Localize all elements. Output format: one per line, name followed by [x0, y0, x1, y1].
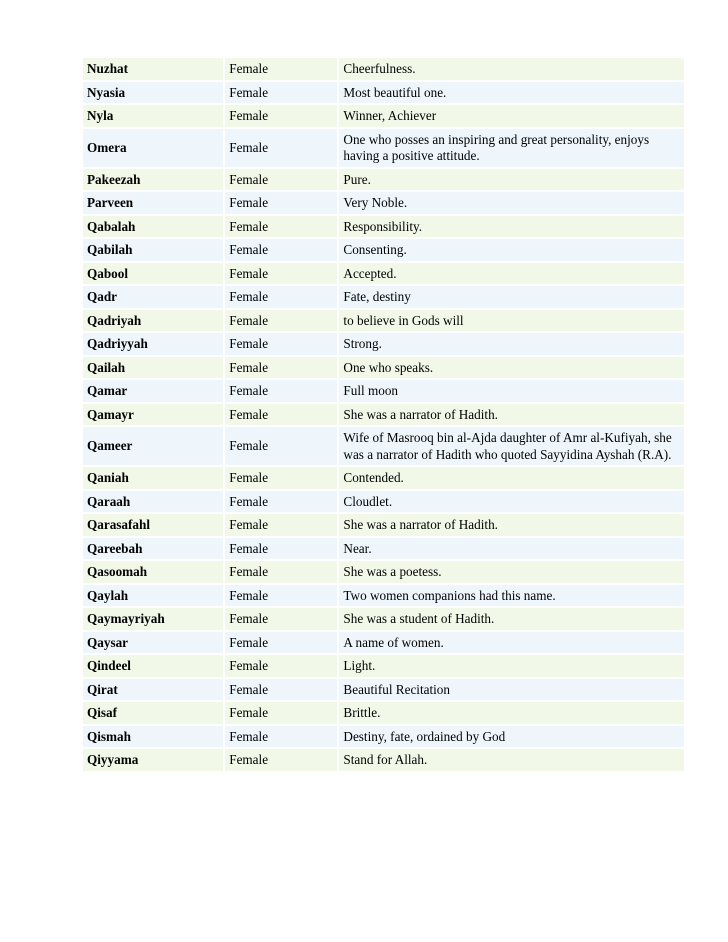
table-row	[83, 467, 684, 491]
gender-cell: Female	[225, 632, 339, 656]
name-cell: Qasoomah	[83, 561, 225, 585]
name-cell: Parveen	[83, 192, 225, 216]
meaning-cell: Responsibility.	[339, 216, 684, 240]
gender-cell: Female	[225, 561, 339, 585]
table-row	[83, 632, 684, 656]
name-cell: Qiyyama	[83, 749, 225, 773]
meaning-cell: Cheerfulness.	[339, 58, 684, 82]
meaning-cell: She was a student of Hadith.	[339, 608, 684, 632]
names-table-body	[83, 58, 684, 773]
gender-cell: Female	[225, 679, 339, 703]
name-cell: Nuzhat	[83, 58, 225, 82]
table-row	[83, 538, 684, 562]
name-cell: Qarasafahl	[83, 514, 225, 538]
table-row	[83, 702, 684, 726]
gender-cell: Female	[225, 286, 339, 310]
gender-cell: Female	[225, 608, 339, 632]
gender-cell: Female	[225, 585, 339, 609]
gender-cell: Female	[225, 129, 339, 169]
table-row	[83, 105, 684, 129]
gender-cell: Female	[225, 58, 339, 82]
name-cell: Qadriyah	[83, 310, 225, 334]
gender-cell: Female	[225, 357, 339, 381]
meaning-cell: A name of women.	[339, 632, 684, 656]
table-row	[83, 216, 684, 240]
meaning-cell: Cloudlet.	[339, 491, 684, 515]
name-cell: Pakeezah	[83, 169, 225, 193]
name-cell: Nyla	[83, 105, 225, 129]
gender-cell: Female	[225, 427, 339, 467]
meaning-cell: Brittle.	[339, 702, 684, 726]
name-cell: Qaysar	[83, 632, 225, 656]
name-cell: Qabalah	[83, 216, 225, 240]
table-row	[83, 129, 684, 169]
table-row	[83, 427, 684, 467]
meaning-cell: Strong.	[339, 333, 684, 357]
meaning-cell: Very Noble.	[339, 192, 684, 216]
gender-cell: Female	[225, 538, 339, 562]
gender-cell: Female	[225, 192, 339, 216]
name-cell: Qabool	[83, 263, 225, 287]
table-row	[83, 514, 684, 538]
gender-cell: Female	[225, 404, 339, 428]
meaning-cell: Pure.	[339, 169, 684, 193]
table-row	[83, 192, 684, 216]
gender-cell: Female	[225, 310, 339, 334]
meaning-cell: Stand for Allah.	[339, 749, 684, 773]
names-table	[83, 58, 684, 773]
table-row	[83, 404, 684, 428]
meaning-cell: Consenting.	[339, 239, 684, 263]
gender-cell: Female	[225, 263, 339, 287]
name-cell: Qamar	[83, 380, 225, 404]
table-row	[83, 608, 684, 632]
table-row	[83, 491, 684, 515]
meaning-cell: Wife of Masrooq bin al-Ajda daughter of Amr al-Kufiyah, she was a narrator of Hadith who quoted Sayyidina Ayshah (R.A).	[339, 427, 684, 467]
gender-cell: Female	[225, 380, 339, 404]
name-cell: Qareebah	[83, 538, 225, 562]
meaning-cell: Contended.	[339, 467, 684, 491]
gender-cell: Female	[225, 333, 339, 357]
meaning-cell: Two women companions had this name.	[339, 585, 684, 609]
name-cell: Qadriyyah	[83, 333, 225, 357]
meaning-cell: Most beautiful one.	[339, 82, 684, 106]
table-row	[83, 585, 684, 609]
name-cell: Qailah	[83, 357, 225, 381]
meaning-cell: One who speaks.	[339, 357, 684, 381]
name-cell: Omera	[83, 129, 225, 169]
table-row	[83, 58, 684, 82]
table-row	[83, 679, 684, 703]
table-row	[83, 310, 684, 334]
table-row	[83, 726, 684, 750]
gender-cell: Female	[225, 105, 339, 129]
gender-cell: Female	[225, 169, 339, 193]
gender-cell: Female	[225, 491, 339, 515]
gender-cell: Female	[225, 655, 339, 679]
name-cell: Qirat	[83, 679, 225, 703]
meaning-cell: Fate, destiny	[339, 286, 684, 310]
table-row	[83, 655, 684, 679]
table-row	[83, 82, 684, 106]
gender-cell: Female	[225, 239, 339, 263]
name-cell: Qaniah	[83, 467, 225, 491]
meaning-cell: to believe in Gods will	[339, 310, 684, 334]
gender-cell: Female	[225, 467, 339, 491]
table-row	[83, 357, 684, 381]
gender-cell: Female	[225, 726, 339, 750]
name-cell: Qismah	[83, 726, 225, 750]
name-cell: Qisaf	[83, 702, 225, 726]
table-row	[83, 333, 684, 357]
document-page	[83, 58, 684, 773]
meaning-cell: Destiny, fate, ordained by God	[339, 726, 684, 750]
name-cell: Qameer	[83, 427, 225, 467]
meaning-cell: Near.	[339, 538, 684, 562]
table-row	[83, 239, 684, 263]
gender-cell: Female	[225, 702, 339, 726]
meaning-cell: Accepted.	[339, 263, 684, 287]
meaning-cell: Winner, Achiever	[339, 105, 684, 129]
meaning-cell: One who posses an inspiring and great personality, enjoys having a positive attitude.	[339, 129, 684, 169]
name-cell: Qadr	[83, 286, 225, 310]
name-cell: Qaymayriyah	[83, 608, 225, 632]
name-cell: Qamayr	[83, 404, 225, 428]
name-cell: Nyasia	[83, 82, 225, 106]
meaning-cell: Light.	[339, 655, 684, 679]
meaning-cell: Beautiful Recitation	[339, 679, 684, 703]
gender-cell: Female	[225, 514, 339, 538]
meaning-cell: Full moon	[339, 380, 684, 404]
name-cell: Qabilah	[83, 239, 225, 263]
meaning-cell: She was a narrator of Hadith.	[339, 404, 684, 428]
name-cell: Qaylah	[83, 585, 225, 609]
gender-cell: Female	[225, 216, 339, 240]
table-row	[83, 380, 684, 404]
table-row	[83, 263, 684, 287]
meaning-cell: She was a poetess.	[339, 561, 684, 585]
table-row	[83, 749, 684, 773]
gender-cell: Female	[225, 82, 339, 106]
table-row	[83, 169, 684, 193]
name-cell: Qaraah	[83, 491, 225, 515]
table-row	[83, 286, 684, 310]
name-cell: Qindeel	[83, 655, 225, 679]
meaning-cell: She was a narrator of Hadith.	[339, 514, 684, 538]
table-row	[83, 561, 684, 585]
gender-cell: Female	[225, 749, 339, 773]
